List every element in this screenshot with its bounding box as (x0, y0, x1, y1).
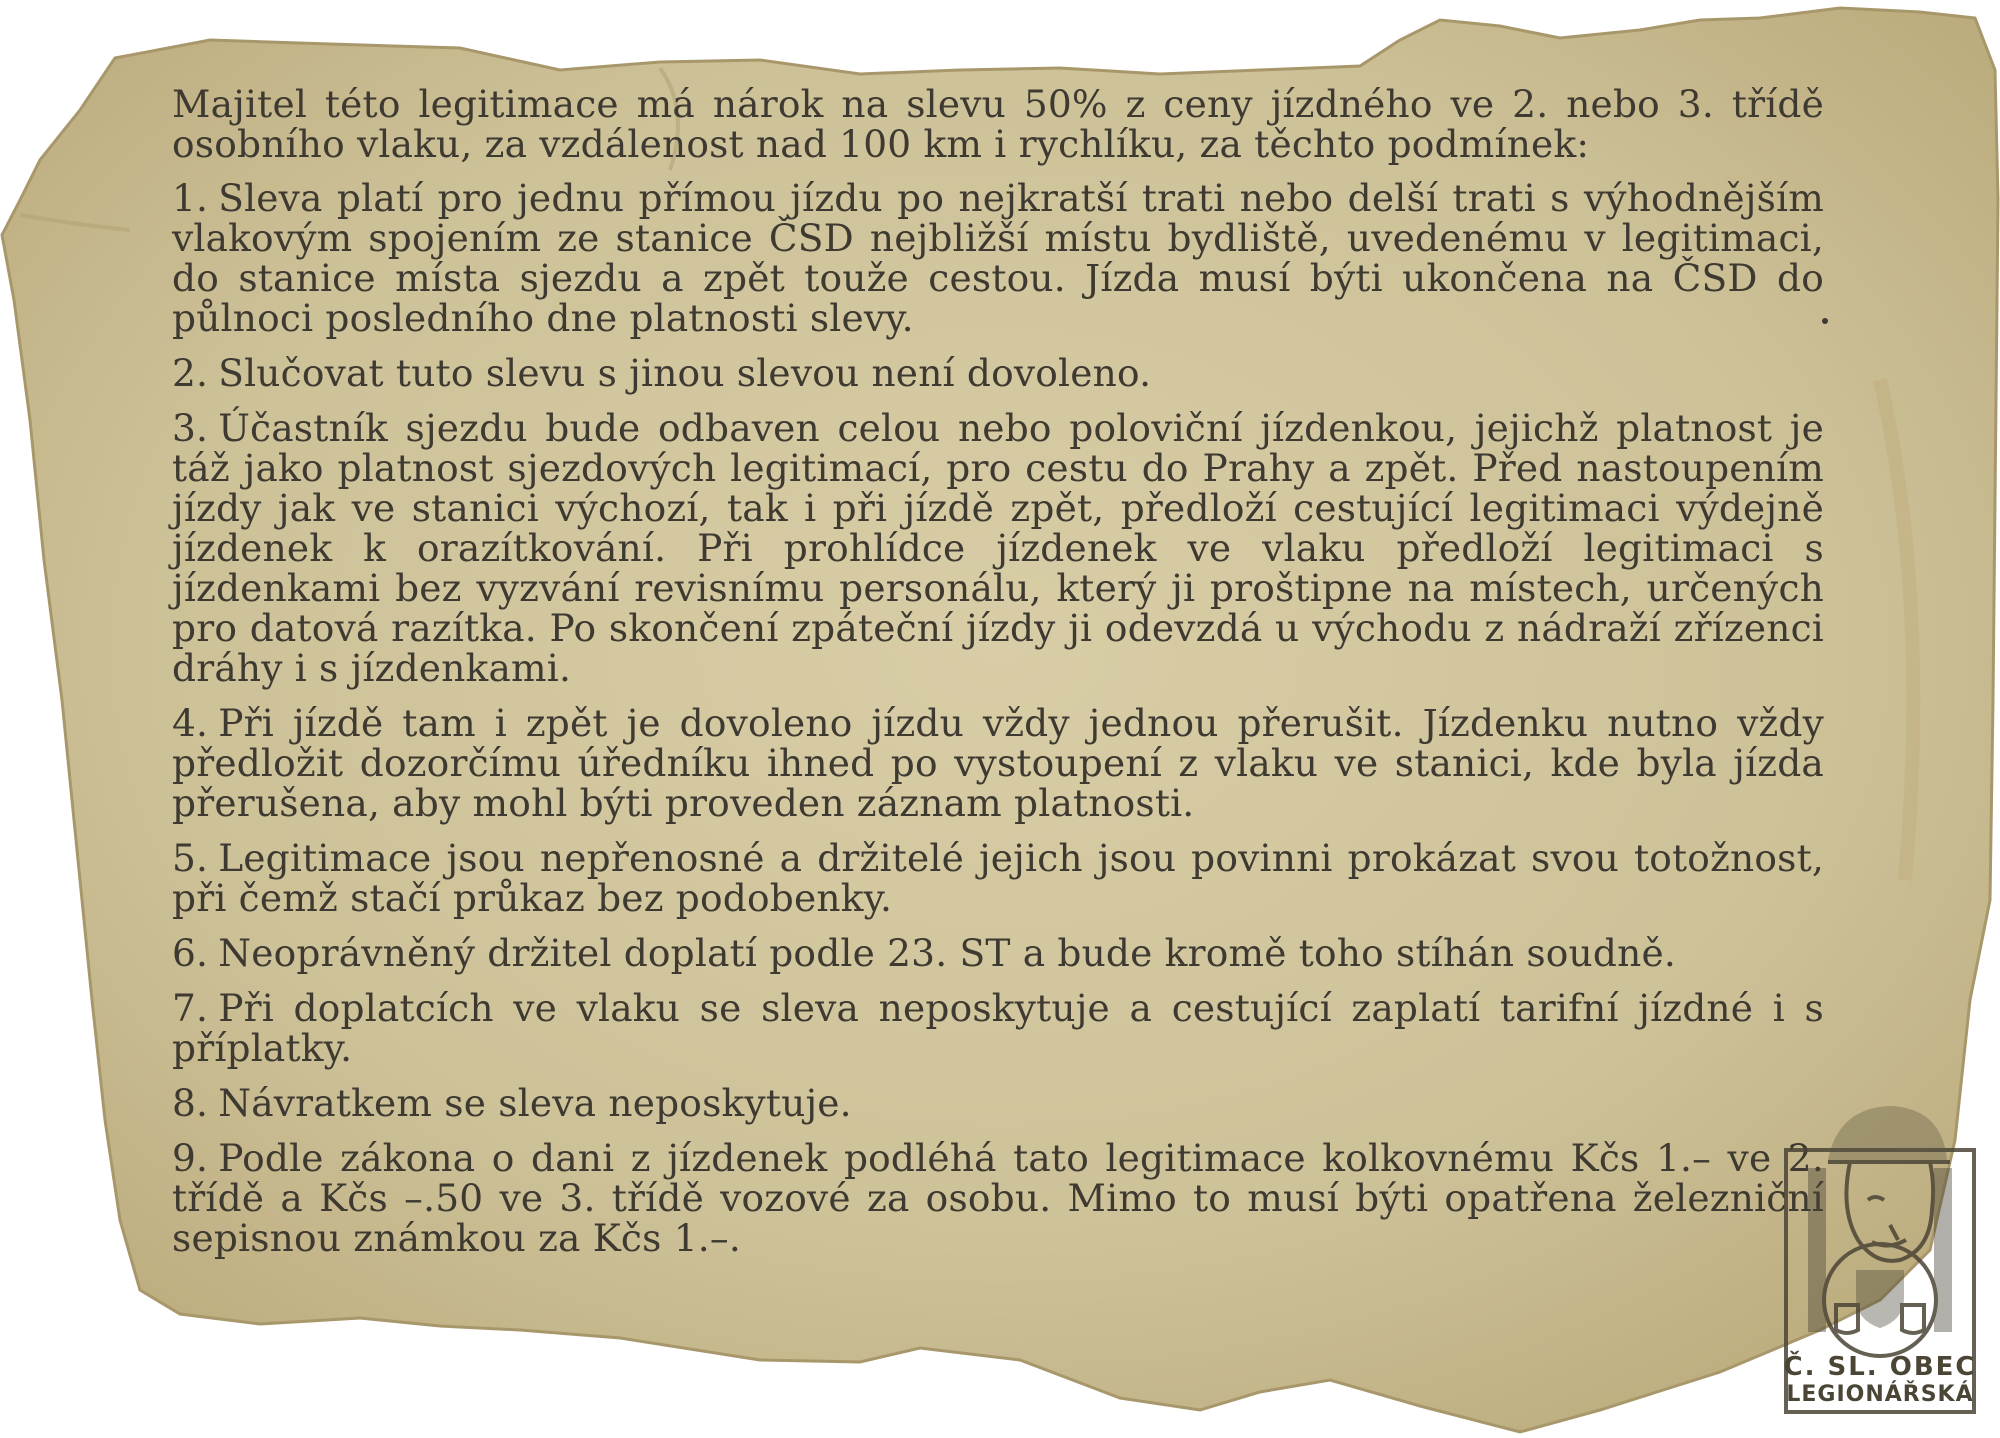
condition-number: 4. (172, 701, 209, 745)
condition-text: Při jízdě tam i zpět je dovoleno jízdu vždy jednou přerušit. Jízdenku nutno vždy předložit dozorčímu úředníku ihned po vystoupení z vlaku ve stanici, kde byla jízda přerušena, aby mohl býti proveden záznam platnosti. (172, 701, 1824, 825)
condition-8 (172, 1083, 1824, 1123)
condition-number: 7. (172, 986, 209, 1030)
condition-text: Návratkem se sleva neposkytuje. (218, 1081, 852, 1125)
condition-number: 5. (172, 836, 209, 880)
conditions-text (172, 84, 1824, 1273)
condition-number: 8. (172, 1081, 209, 1125)
condition-number: 9. (172, 1136, 209, 1180)
condition-6 (172, 933, 1824, 973)
condition-1 (172, 178, 1824, 338)
condition-5 (172, 838, 1824, 918)
condition-text: Slučovat tuto slevu s jinou slevou není dovoleno. (218, 351, 1152, 395)
condition-number: 3. (172, 406, 209, 450)
logo-text-top: Č. SL. OBEC (1783, 1352, 1977, 1382)
condition-3 (172, 408, 1824, 688)
condition-text: Účastník sjezdu bude odbaven celou nebo poloviční jízdenkou, jejichž platnost je táž jako platnost sjezdových legitimací, pro cestu do Prahy a zpět. Před nastoupením jízdy jak ve stanici výchozí, tak i při jízdě zpět, předloží cestující legitimaci výdejně jízdenek k orazítkování. Při prohlídce jízdenek ve vlaku předloží legitimaci s jízdenkami bez vyzvání revisnímu personálu, který ji proštipne na místech, určených pro datová razítka. Po skončení zpáteční jízdy ji odevzdá u východu z nádraží zřízenci dráhy i s jízdenkami. (172, 406, 1824, 690)
condition-9 (172, 1138, 1824, 1258)
ink-dot (1822, 318, 1828, 324)
condition-text: Sleva platí pro jednu přímou jízdu po nejkratší trati nebo delší trati s výhodnějším vlakovým spojením ze stanice ČSD nejbližší místu bydliště, uvedenému v legitimaci, do stanice místa sjezdu a zpět touže cestou. Jízda musí býti ukončena na ČSD do půlnoci posledního dne platnosti slevy. (172, 176, 1824, 340)
logo-text-bottom: LEGIONÁŘSKÁ (1786, 1382, 1974, 1407)
condition-text: Při doplatcích ve vlaku se sleva neposkytuje a cestující zaplatí tarifní jízdné i s příplatky. (172, 986, 1824, 1070)
condition-number: 2. (172, 351, 209, 395)
condition-text: Neoprávněný držitel doplatí podle 23. ST a bude kromě toho stíhán soudně. (218, 931, 1676, 975)
condition-text: Legitimace jsou nepřenosné a držitelé jejich jsou povinni prokázat svou totožnost, při čemž stačí průkaz bez podobenky. (172, 836, 1824, 920)
legion-watermark-logo (1780, 1090, 1980, 1420)
condition-number: 6. (172, 931, 209, 975)
condition-4 (172, 703, 1824, 823)
condition-2 (172, 353, 1824, 393)
intro-paragraph: Majitel této legitimace má nárok na slevu 50% z ceny jízdného ve 2. nebo 3. třídě osobního vlaku, za vzdálenost nad 100 km i rychlíku, za těchto podmínek: (172, 82, 1824, 166)
condition-text: Podle zákona o dani z jízdenek podléhá tato legitimace kolkovnému Kčs 1.– ve 2. třídě a Kčs –.50 ve 3. třídě vozové za osobu. Mimo to musí býti opatřena železniční sepisnou známkou za Kčs 1.–. (172, 1136, 1824, 1260)
condition-7 (172, 988, 1824, 1068)
condition-number: 1. (172, 176, 209, 220)
